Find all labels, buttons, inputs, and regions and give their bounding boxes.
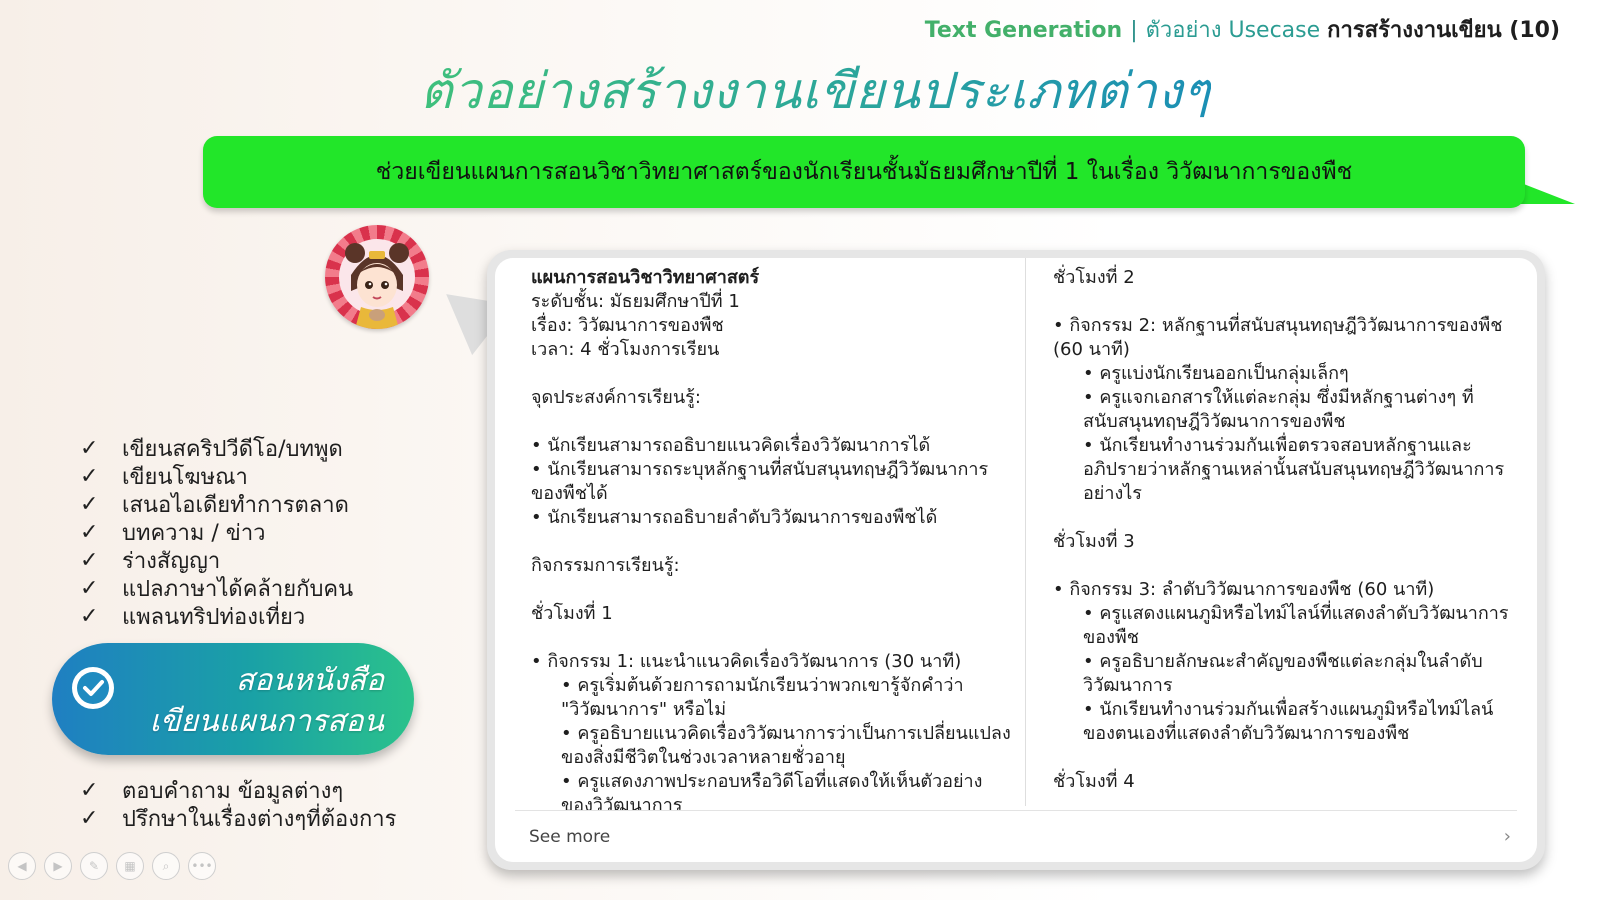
pill-line-1: สอนหนังสือ <box>235 663 384 698</box>
zoom-button[interactable]: ⌕ <box>152 852 180 880</box>
header-subtitle-prefix: ตัวอย่าง Usecase <box>1145 18 1321 43</box>
response-line: • ครูเริ่มต้นด้วยการถามนักเรียนว่าพวกเขารู้จักคำว่า "วิวัฒนาการ" หรือไม่ <box>561 675 964 720</box>
check-mark-icon: ✓ <box>80 547 99 573</box>
response-line: เวลา: 4 ชั่วโมงการเรียน <box>531 339 720 360</box>
response-line-blank <box>1053 506 1513 530</box>
next-slide-button[interactable]: ▶ <box>44 852 72 880</box>
response-line: ชั่วโมงที่ 4 <box>1053 771 1135 792</box>
check-mark-icon: ✓ <box>80 777 99 803</box>
response-line-blank <box>1053 290 1513 314</box>
response-line: • กิจกรรม 3: ลำดับวิวัฒนาการของพืช (60 นาที) <box>1053 579 1435 600</box>
response-line: • นักเรียนสามารถอธิบายแนวคิดเรื่องวิวัฒนาการได้ <box>531 435 931 456</box>
feature-label: ร่างสัญญา <box>122 548 221 574</box>
header-brand: Text Generation <box>924 18 1123 43</box>
feature-label: ปรึกษาในเรื่องต่างๆที่ต้องการ <box>122 806 397 832</box>
feature-list-bottom <box>80 776 396 832</box>
response-line: • นักเรียนสามารถระบุหลักฐานที่สนับสนุนทฤษฎีวิวัฒนาการของพืชได้ <box>531 459 989 504</box>
chevron-right-icon: › <box>1503 826 1511 847</box>
response-line-blank <box>1053 554 1513 578</box>
column-divider <box>1025 258 1026 806</box>
check-mark-icon: ✓ <box>80 519 99 545</box>
response-line: แผนการสอนวิชาวิทยาศาสตร์ <box>531 267 760 288</box>
feature-label: บทความ / ข่าว <box>122 520 266 546</box>
response-line: • ครูแสดงภาพประกอบหรือวิดีโอที่แสดงให้เห็นตัวอย่างของวิวัฒนาการ <box>561 771 983 816</box>
response-line: • ครูแจกเอกสารให้แต่ละกลุ่ม ซึ่งมีหลักฐานต่างๆ ที่สนับสนุนทฤษฎีวิวัฒนาการของพืช <box>1083 387 1474 432</box>
slide-header <box>925 12 1560 47</box>
response-line-blank <box>531 530 1011 554</box>
see-more-label: See more <box>529 826 611 847</box>
check-mark-icon: ✓ <box>80 575 99 601</box>
list-item <box>80 804 396 832</box>
chibi-girl-avatar-icon <box>325 225 429 329</box>
feature-list-top <box>80 434 353 630</box>
response-line-blank <box>1053 746 1513 770</box>
response-line: เรื่อง: วิวัฒนาการของพืช <box>531 315 724 336</box>
check-mark-icon: ✓ <box>80 491 99 517</box>
prompt-text: ช่วยเขียนแผนการสอนวิชาวิทยาศาสตร์ของนักเรียนชั้นมัธยมศึกษาปีที่ 1 ในเรื่อง วิวัฒนาการของพืช <box>203 136 1525 208</box>
slide-controls <box>8 852 216 880</box>
response-line: กิจกรรมการเรียนรู้: <box>531 555 680 576</box>
see-more-button[interactable] <box>515 810 1517 862</box>
prompt-bubble <box>203 136 1573 212</box>
response-line-blank <box>531 410 1011 434</box>
response-column-left <box>531 266 1011 818</box>
response-line: ชั่วโมงที่ 1 <box>531 603 613 624</box>
pen-tool-button[interactable]: ✎ <box>80 852 108 880</box>
response-line-blank <box>531 578 1011 602</box>
prev-slide-button[interactable]: ◀ <box>8 852 36 880</box>
page-title: ตัวอย่างสร้างงานเขียนประเภทต่างๆ <box>420 52 1211 131</box>
response-card <box>495 258 1537 862</box>
response-line: • ครูแบ่งนักเรียนออกเป็นกลุ่มเล็กๆ <box>1083 363 1349 384</box>
header-separator: | <box>1130 18 1138 43</box>
response-line: ชั่วโมงที่ 2 <box>1053 267 1135 288</box>
feature-label: แปลภาษาได้คล้ายกับคน <box>122 576 354 602</box>
list-item <box>80 602 353 630</box>
response-line: • นักเรียนสามารถอธิบายลำดับวิวัฒนาการของพืชได้ <box>531 507 938 528</box>
response-line-blank <box>531 626 1011 650</box>
check-mark-icon: ✓ <box>80 805 99 831</box>
response-line: ชั่วโมงที่ 3 <box>1053 531 1135 552</box>
highlight-pill <box>52 643 414 755</box>
check-mark-icon: ✓ <box>80 603 99 629</box>
more-options-button[interactable]: ••• <box>188 852 216 880</box>
feature-label: เขียนสคริปวีดีโอ/บทพูด <box>122 436 343 462</box>
response-line: ระดับชั้น: มัธยมศึกษาปีที่ 1 <box>531 291 740 312</box>
check-circle-icon <box>72 667 114 709</box>
response-column-right <box>1053 266 1513 794</box>
feature-label: เขียนโฆษณา <box>122 464 248 490</box>
response-line: • ครูอธิบายลักษณะสำคัญของพืชแต่ละกลุ่มในลำดับวิวัฒนาการ <box>1083 651 1483 696</box>
header-subtitle-bold: การสร้างงานเขียน (10) <box>1327 18 1560 43</box>
response-line-blank <box>531 362 1011 386</box>
response-line: • นักเรียนทำงานร่วมกันเพื่อตรวจสอบหลักฐานและอภิปรายว่าหลักฐานเหล่านั้นสนับสนุนทฤษฎีวิวัฒนาการอย่างไร <box>1083 435 1505 504</box>
response-line: • นักเรียนทำงานร่วมกันเพื่อสร้างแผนภูมิหรือไทม์ไลน์ของตนเองที่แสดงลำดับวิวัฒนาการของพืช <box>1083 699 1494 744</box>
feature-label: แพลนทริปท่องเที่ยว <box>122 604 306 630</box>
response-line: • ครูอธิบายแนวคิดเรื่องวิวัฒนาการว่าเป็นการเปลี่ยนแปลงของสิ่งมีชีวิตในช่วงเวลาหลายชั่วอายุ <box>561 723 1011 768</box>
response-line: • กิจกรรม 1: แนะนำแนวคิดเรื่องวิวัฒนาการ (30 นาที) <box>531 651 962 672</box>
pill-line-2: เขียนแผนการสอน <box>149 704 384 739</box>
slides-overview-button[interactable]: ▦ <box>116 852 144 880</box>
feature-label: เสนอไอเดียทำการตลาด <box>122 492 349 518</box>
feature-label: ตอบคำถาม ข้อมูลต่างๆ <box>122 778 344 804</box>
response-line: จุดประสงค์การเรียนรู้: <box>531 387 701 408</box>
check-mark-icon: ✓ <box>80 435 99 461</box>
response-line: • ครูแสดงแผนภูมิหรือไทม์ไลน์ที่แสดงลำดับวิวัฒนาการของพืช <box>1083 603 1509 648</box>
response-line: • กิจกรรม 2: หลักฐานที่สนับสนุนทฤษฎีวิวัฒนาการของพืช (60 นาที) <box>1053 315 1503 360</box>
check-mark-icon: ✓ <box>80 463 99 489</box>
